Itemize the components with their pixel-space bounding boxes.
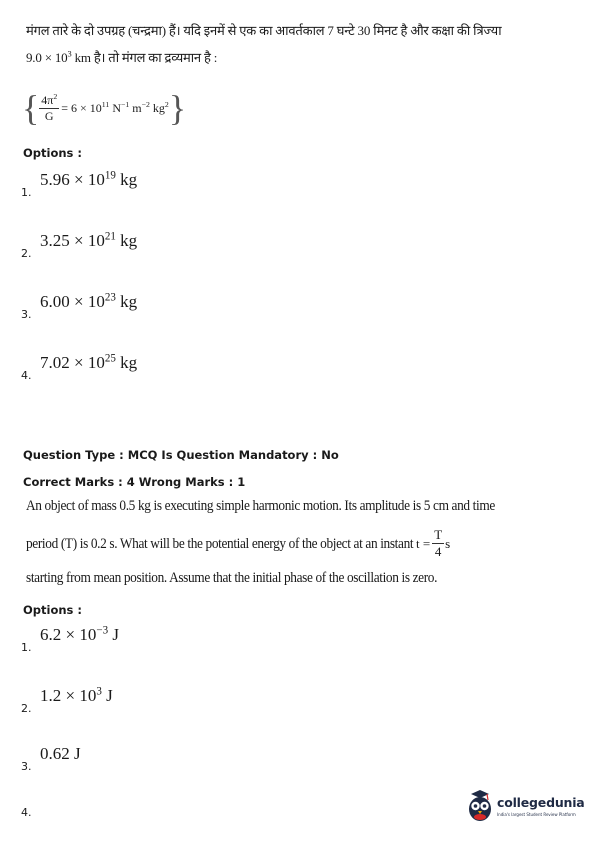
logo-tagline: India's largest Student Review Platform — [497, 812, 576, 817]
option-value: $1.2 \times 10^3$ J — [40, 685, 113, 705]
logo-wordmark: collegedunia — [497, 795, 585, 810]
option-value: $7.02 \times 10^{25}$ kg — [40, 352, 138, 372]
option-number: 1. — [21, 186, 32, 199]
q2-marks-line: Correct Marks : 4 Wrong Marks : 1 — [23, 475, 246, 489]
q2-text-line2: period (T) is 0.2 s. What will be the potential energy of the object at an instant — [26, 536, 414, 552]
q1-options-label: Options : — [23, 146, 82, 160]
q1-text-line2: $9.0 \times 10^3$ km है। तो मंगल का द्रव्यमान है : — [26, 48, 218, 65]
q1-text-line1: मंगल तारे के दो उपग्रह (चन्द्रमा) हैं। यदि इनमें से एक का आवर्तकाल 7 घन्टे 30 मिनट है और कक्षा की त्रिज्या — [26, 23, 502, 38]
option-number: 2. — [21, 247, 32, 260]
option-number: 3. — [21, 308, 32, 321]
option-value: $5.96 \times 10^{19}$ kg — [40, 169, 138, 189]
option-number: 4. — [21, 806, 32, 819]
q2-text-line3: starting from mean position. Assume that the initial phase of the oscillation is zero. — [26, 570, 438, 586]
q1-given-formula: { $\frac{4\pi^2}{G}$ = $6 \times 10^{11}$ $N^{-1}$ $m^{-2}$ $kg^2$ } — [22, 88, 187, 128]
right-brace: } — [168, 88, 187, 128]
option-number: 4. — [21, 369, 32, 382]
option-number: 3. — [21, 760, 32, 773]
option-value: $6.2 \times 10^{-3}$ J — [40, 624, 119, 644]
option-value: 0.62 J — [40, 744, 81, 763]
q2-time-fraction: t = $\frac{T}{4}$ s — [416, 527, 451, 559]
q2-type-line: Question Type : MCQ Is Question Mandatory : No — [23, 448, 339, 462]
q2-options-label: Options : — [23, 603, 82, 617]
q2-text-line1: An object of mass 0.5 kg is executing simple harmonic motion. Its amplitude is 5 cm and time — [26, 498, 495, 514]
collegedunia-logo — [463, 788, 587, 826]
option-number: 2. — [21, 702, 32, 715]
owl-mascot-icon — [463, 788, 497, 824]
option-number: 1. — [21, 641, 32, 654]
option-value: $6.00 \times 10^{23}$ kg — [40, 291, 138, 311]
option-value: $3.25 \times 10^{21}$ kg — [40, 230, 138, 250]
left-brace: { — [22, 88, 40, 128]
fraction: $\frac{4\pi^2}{G}$ — [41, 91, 58, 123]
